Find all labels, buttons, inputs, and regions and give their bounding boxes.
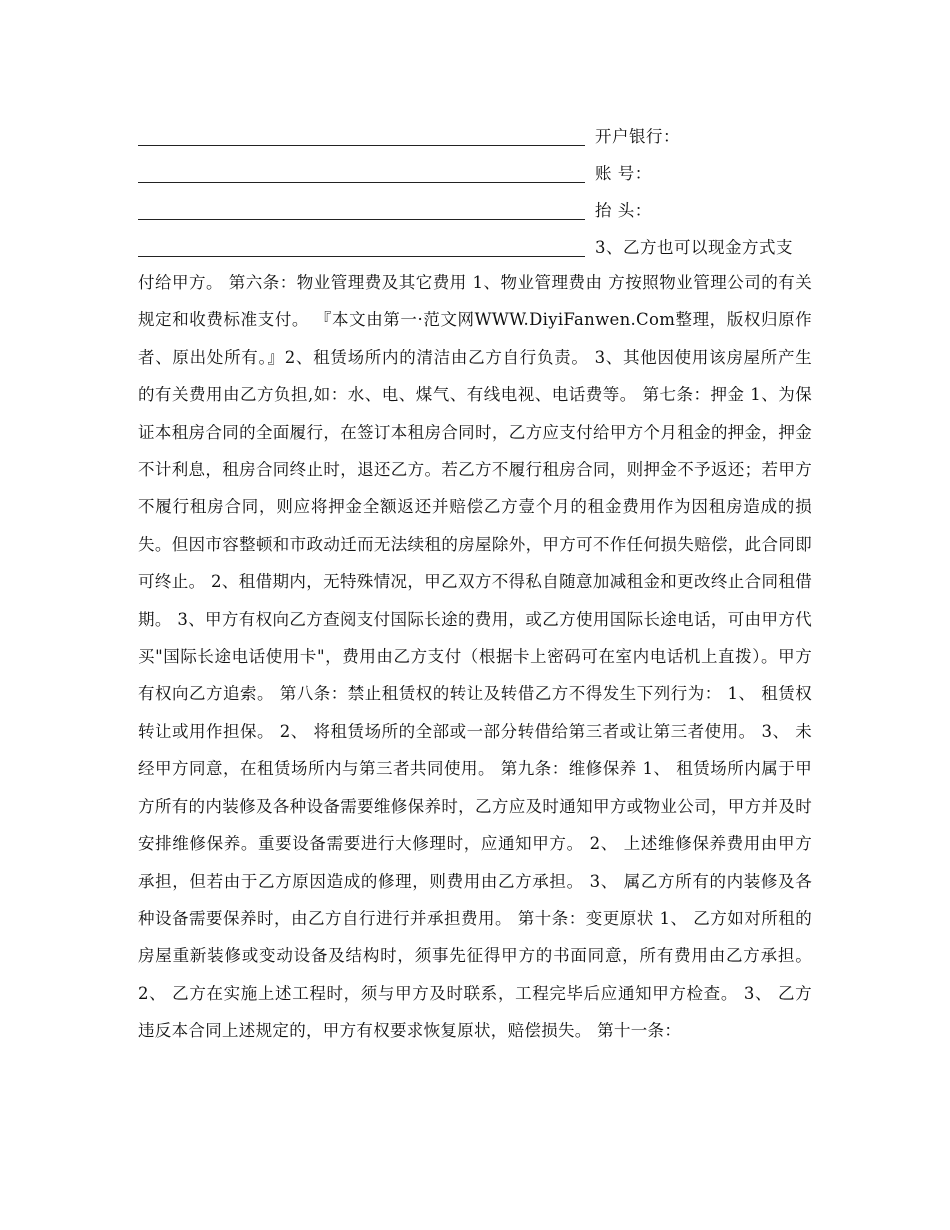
bank-label: 开户银行： xyxy=(595,126,680,146)
document-page xyxy=(138,116,812,1050)
payee-blank-line xyxy=(138,198,585,220)
cash-payment-line xyxy=(138,227,812,264)
contract-body-text: 付给甲方。 第六条：物业管理费及其它费用 1、物业管理费由 方按照物业管理公司的有关规定和收费标准支付。 『本文由第一·范文网WWW.DiyiFanwen.Com整理，版权归原作者、原出处所有。』2、租赁场所内的清洁由乙方自行负责。 3、其他因使用该房屋所产生的有关费用由乙方负担,如：水、电、煤气、有线电视、电话费等。 第七条：押金 1、为保证本租房合同的全面履行，在签订本租房合同时，乙方应支付给甲方个月租金的押金，押金不计利息，租房合同终止时，退还乙方。若乙方不履行租房合同，则押金不予返还；若甲方不履行租房合同，则应将押金全额返还并赔偿乙方壹个月的租金费用作为因租房造成的损失。但因市容整顿和市政动迁而无法续租的房屋除外，甲方可不作任何损失赔偿，此合同即可终止。 2、租借期内，无特殊情况，甲乙双方不得私自随意加减租金和更改终止合同租借期。 3、甲方有权向乙方查阅支付国际长途的费用，或乙方使用国际长途电话，可由甲方代买"国际长途电话使用卡"，费用由乙方支付（根据卡上密码可在室内电话机上直拨）。甲方有权向乙方追索。 第八条：禁止租赁权的转让及转借乙方不得发生下列行为： 1、 租赁权转让或用作担保。 2、 将租赁场所的全部或一部分转借给第三者或让第三者使用。 3、 未经甲方同意，在租赁场所内与第三者共同使用。 第九条：维修保养 1、 租赁场所内属于甲方所有的内装修及各种设备需要维修保养时，乙方应及时通知甲方或物业公司，甲方并及时安排维修保养。重要设备需要进行大修理时，应通知甲方。 2、 上述维修保养费用由甲方承担，但若由于乙方原因造成的修理，则费用由乙方承担。 3、 属乙方所有的内装修及各种设备需要保养时，由乙方自行进行并承担费用。 第十条：变更原状 1、 乙方如对所租的房屋重新装修或变动设备及结构时，须事先征得甲方的书面同意，所有费用由乙方承担。 2、 乙方在实施上述工程时，须与甲方及时联系，工程完毕后应通知甲方检查。 3、 乙方违反本合同上述规定的，甲方有权要求恢复原状，赔偿损失。 第十一条： xyxy=(138,273,812,1041)
cash-blank-line xyxy=(138,235,585,257)
payee-label: 抬 头： xyxy=(595,200,652,220)
account-field-line xyxy=(138,153,812,190)
bank-blank-line xyxy=(138,124,585,146)
payee-field-line xyxy=(138,190,812,227)
cash-payment-lead-in: 3、乙方也可以现金方式支 xyxy=(595,237,793,257)
account-label: 账 号： xyxy=(595,163,652,183)
bank-field-line xyxy=(138,116,812,153)
account-blank-line xyxy=(138,161,585,183)
